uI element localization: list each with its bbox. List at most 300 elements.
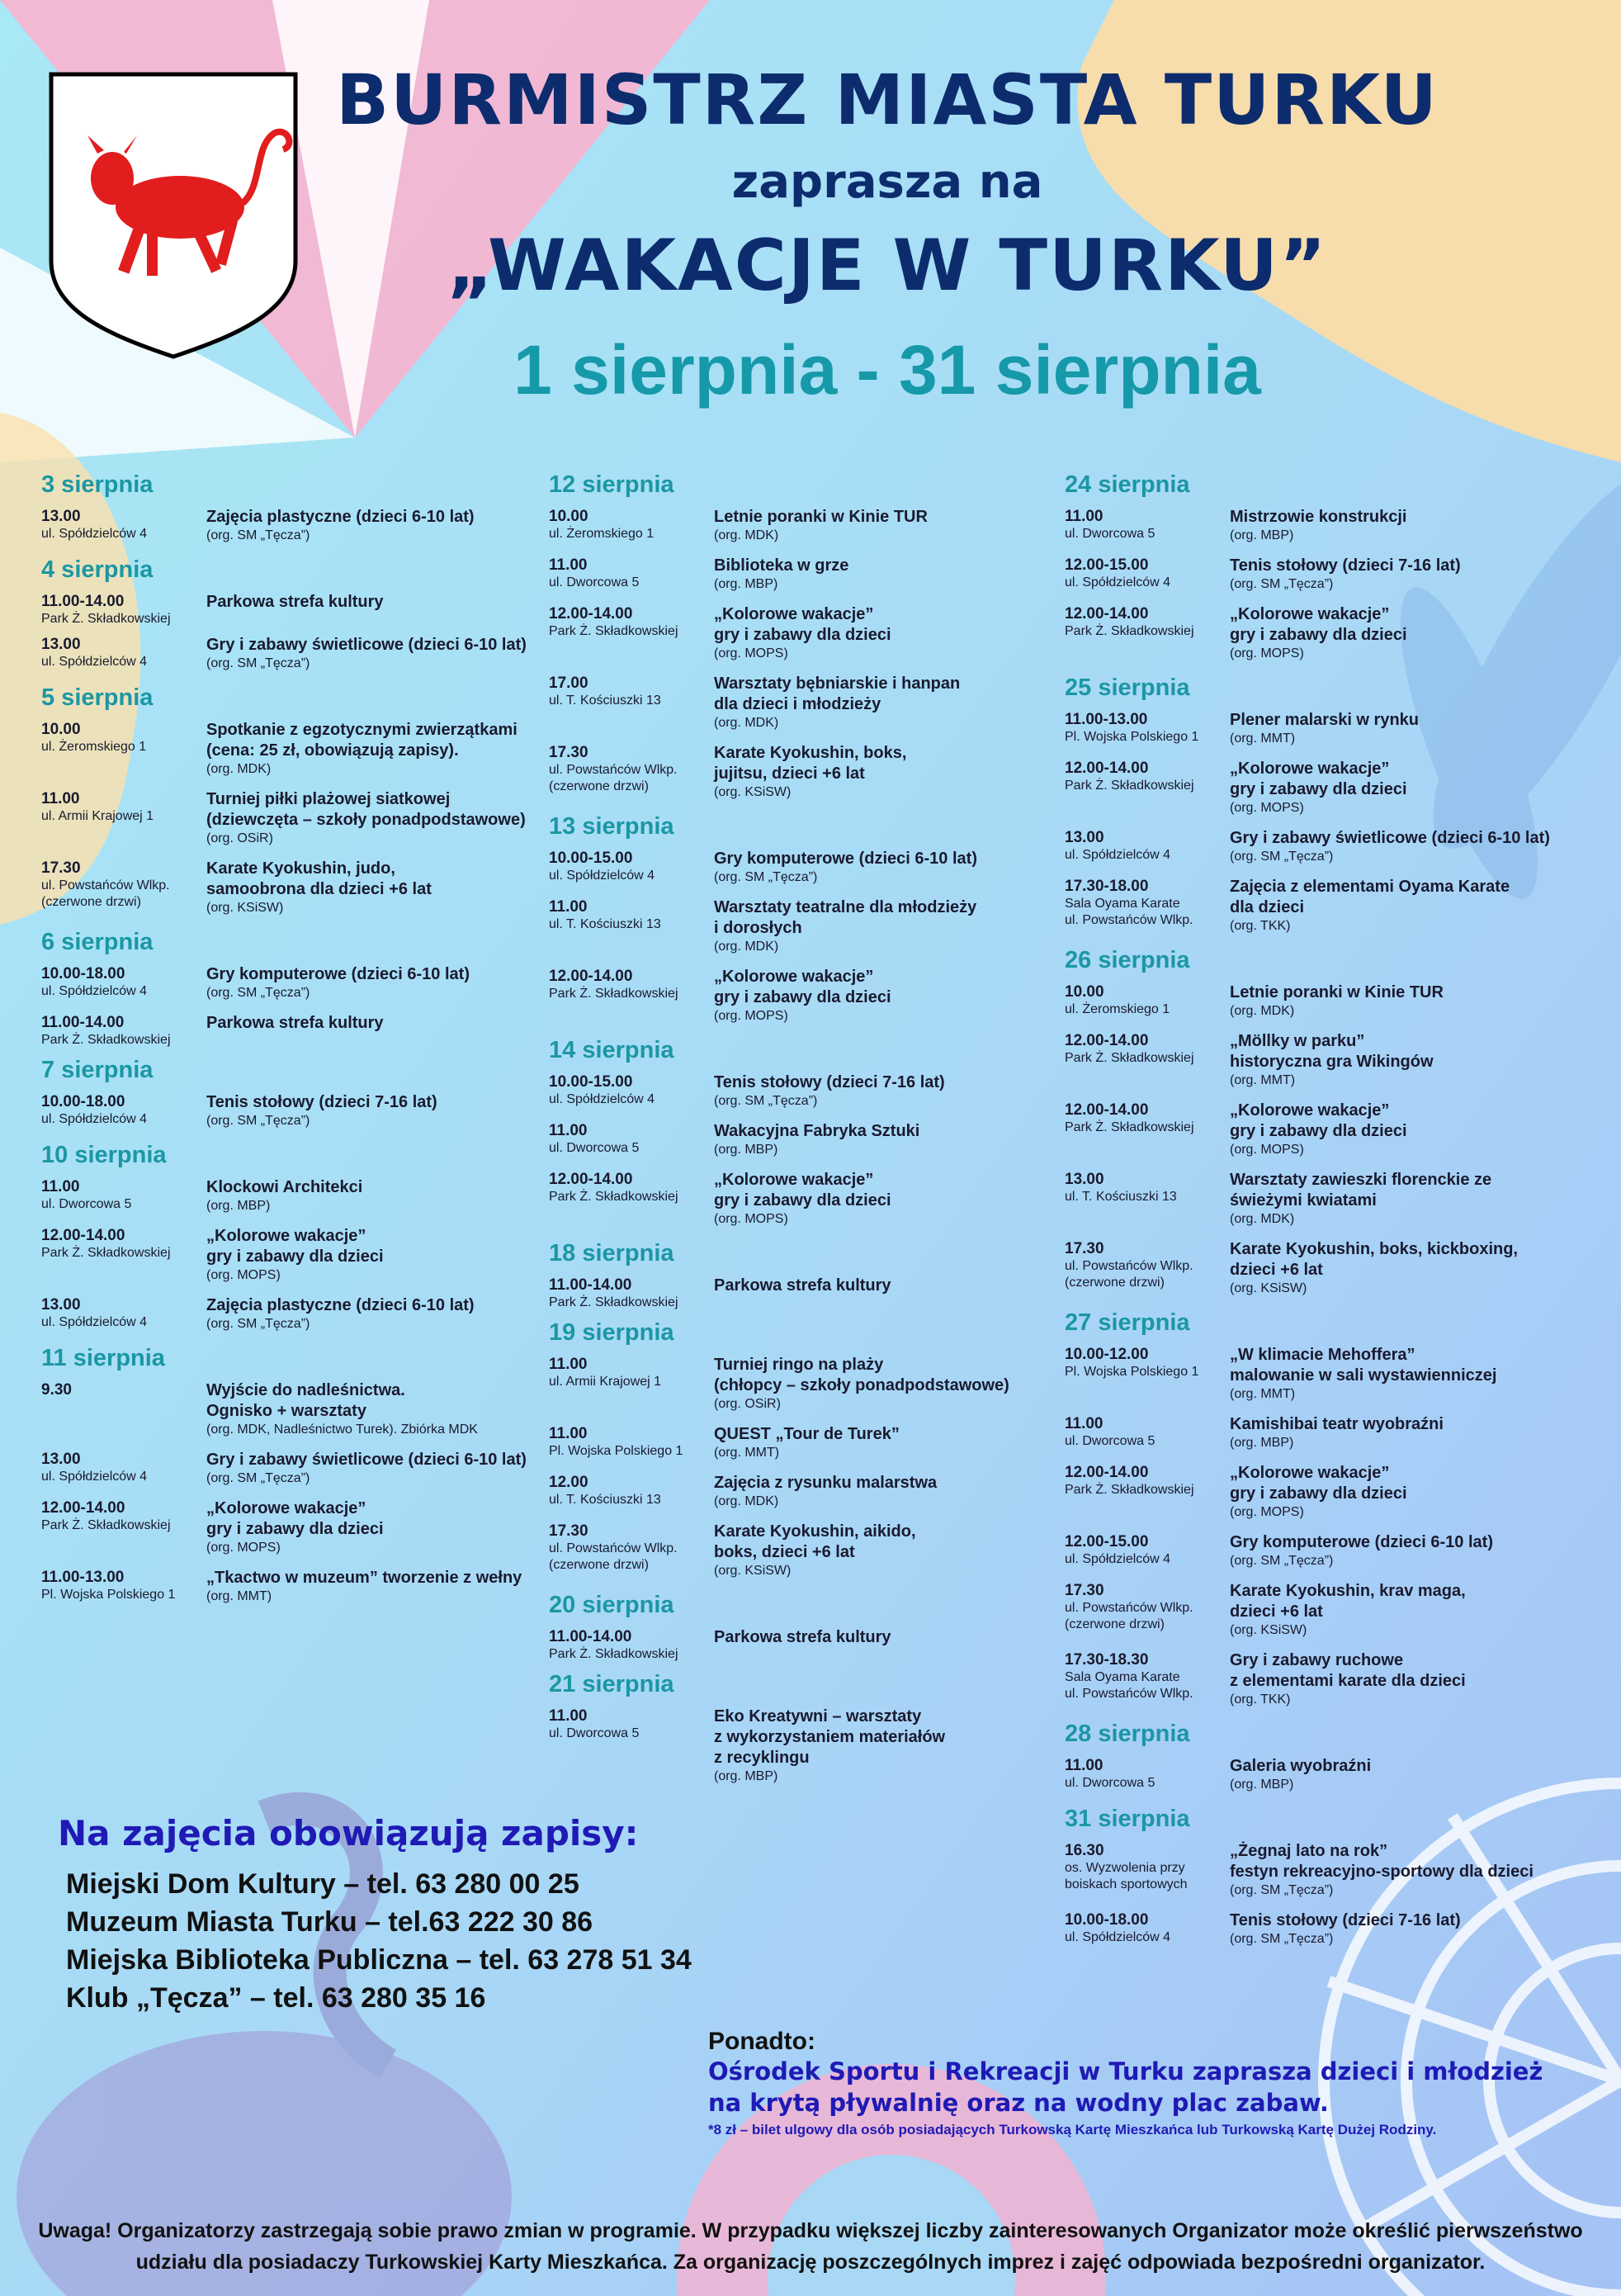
event-item [1065, 1031, 1593, 1089]
event-organizer: (org. MBP) [714, 577, 778, 591]
day-date: 27 sierpnia [1065, 1309, 1190, 1336]
event-title: Warsztaty bębniarskie i hanpan dla dzieci i młodzieży [714, 675, 961, 713]
event-item [41, 592, 528, 626]
event-details [714, 1473, 1052, 1510]
event-place: ul. Dworcowa 5 [1065, 1434, 1155, 1448]
schedule-column-3 [1065, 471, 1593, 1959]
event-place: ul. Spółdzielców 4 [1065, 1552, 1171, 1566]
event-time: 11.00 [549, 1356, 588, 1373]
event-item [549, 674, 1052, 731]
event-time: 12.00-14.00 [1065, 1464, 1149, 1481]
event-when [1065, 759, 1230, 794]
event-item [1065, 1581, 1593, 1639]
event-title: Gry i zabawy świetlicowe (dzieci 6-10 lat) [206, 636, 527, 654]
event-organizer: (org. TKK) [1230, 1692, 1291, 1707]
event-details [714, 849, 1052, 886]
event-title: Zajęcia z elementami Oyama Karate dla dzieci [1230, 878, 1510, 916]
event-organizer: (org. SM „Tęcza”) [206, 1471, 310, 1485]
event-place: Park Ż. Składkowskiej [549, 1647, 678, 1661]
event-title: Letnie poranki w Kinie TUR [1230, 983, 1444, 1001]
registration-contact: Miejski Dom Kultury – tel. 63 280 00 25 [66, 1868, 579, 1900]
event-place: ul. Powstańców Wlkp. (czerwone drzwi) [41, 878, 170, 909]
event-title: Gry komputerowe (dzieci 6-10 lat) [714, 850, 977, 868]
event-item [41, 635, 528, 672]
event-place: ul. Spółdzielców 4 [549, 1092, 655, 1106]
event-time: 12.00-14.00 [549, 968, 633, 985]
day-date: 26 sierpnia [1065, 947, 1190, 973]
additional-info [708, 2028, 1616, 2138]
event-details [714, 1170, 1052, 1228]
event-organizer: (org. MBP) [1230, 1778, 1294, 1792]
event-when [41, 635, 206, 670]
event-place: ul. Spółdzielców 4 [1065, 1930, 1171, 1944]
event-when [1065, 1910, 1230, 1946]
event-when [1065, 604, 1230, 640]
event-details [714, 674, 1052, 731]
event-details [714, 1522, 1052, 1579]
event-when [549, 1424, 714, 1460]
mayor-heading: BURMISTRZ MIASTA TURKU [336, 59, 1439, 140]
event-place: Sala Oyama Karate ul. Powstańców Wlkp. [1065, 897, 1193, 927]
event-organizer: (org. MOPS) [206, 1268, 281, 1282]
event-details [714, 507, 1052, 544]
event-title: Plener malarski w rynku [1230, 711, 1420, 729]
event-item [1065, 1756, 1593, 1793]
event-time: 10.00-12.00 [1065, 1346, 1149, 1363]
event-details [206, 789, 528, 847]
event-details [206, 592, 528, 613]
day-date: 31 sierpnia [1065, 1806, 1190, 1832]
event-when [1065, 828, 1230, 864]
day-block [41, 556, 528, 672]
event-item [41, 1295, 528, 1333]
event-organizer: (org. MBP) [714, 1143, 778, 1157]
event-details [714, 1072, 1052, 1110]
event-title: Gry komputerowe (dzieci 6-10 lat) [1230, 1533, 1493, 1551]
event-when [41, 1295, 206, 1331]
event-details [206, 1450, 528, 1487]
event-title: „Kolorowe wakacje” gry i zabawy dla dzieci [206, 1227, 384, 1266]
event-place: Park Ż. Składkowskiej [1065, 1051, 1194, 1065]
event-time: 12.00-14.00 [549, 605, 633, 623]
event-organizer: (org. SM „Tęcza”) [206, 1114, 310, 1128]
registration-contact: Miejska Biblioteka Publiczna – tel. 63 278 51 34 [66, 1944, 692, 1976]
event-organizer: (org. MDK) [206, 762, 272, 776]
event-title: Turniej piłki plażowej siatkowej (dziewczęta – szkoły ponadpodstawowe) [206, 790, 526, 829]
event-details [206, 1177, 528, 1214]
event-time: 12.00-14.00 [1065, 1032, 1149, 1049]
event-organizer: (org. SM „Tęcza”) [206, 656, 310, 670]
event-title: Spotkanie z egzotycznymi zwierzątkami (cena: 25 zł, obowiązują zapisy). [206, 721, 517, 760]
event-details [206, 1226, 528, 1284]
event-title: Kamishibai teatr wyobraźni [1230, 1415, 1444, 1433]
event-time: 17.00 [549, 675, 588, 692]
event-title: Gry komputerowe (dzieci 6-10 lat) [206, 965, 470, 983]
event-title: Tenis stołowy (dzieci 7-16 lat) [1230, 556, 1461, 575]
event-organizer: (org. MOPS) [714, 1009, 788, 1023]
event-place: Sala Oyama Karate ul. Powstańców Wlkp. [1065, 1670, 1193, 1701]
event-place: Park Ż. Składkowskiej [549, 987, 678, 1001]
day-date: 19 sierpnia [549, 1319, 674, 1346]
event-item [41, 789, 528, 847]
event-place: ul. Dworcowa 5 [1065, 527, 1155, 541]
invite-subheading: zaprasza na [731, 155, 1043, 209]
event-time: 13.00 [41, 636, 81, 653]
event-organizer: (org. KSiSW) [1230, 1623, 1307, 1637]
event-place: Park Ż. Składkowskiej [41, 612, 171, 626]
event-when [549, 604, 714, 640]
event-when [1065, 877, 1230, 929]
event-place: ul. Armii Krajowej 1 [549, 1375, 662, 1389]
event-item [1065, 1345, 1593, 1403]
event-item [1065, 1910, 1593, 1948]
event-item [1065, 604, 1593, 662]
day-block [41, 928, 528, 1047]
event-organizer: (org. KSiSW) [1230, 1281, 1307, 1295]
day-block [1065, 471, 1593, 662]
event-place: ul. Żeromskiego 1 [41, 740, 147, 754]
event-details [1230, 1345, 1593, 1403]
event-place: Park Ż. Składkowskiej [549, 624, 678, 638]
event-title: QUEST „Tour de Turek” [714, 1425, 900, 1443]
event-details [206, 1498, 528, 1556]
event-details [714, 556, 1052, 593]
event-item [41, 1013, 528, 1047]
event-details [206, 859, 528, 916]
event-item [1065, 1650, 1593, 1708]
day-date: 18 sierpnia [549, 1240, 674, 1266]
event-item [1065, 710, 1593, 747]
day-date: 6 sierpnia [41, 929, 154, 955]
event-place: Park Ż. Składkowskiej [549, 1190, 678, 1204]
event-title: „Kolorowe wakacje” gry i zabawy dla dzieci [1230, 760, 1407, 798]
event-time: 11.00 [1065, 1415, 1104, 1432]
event-place: Park Ż. Składkowskiej [1065, 779, 1194, 793]
day-block [41, 1141, 528, 1333]
day-block [549, 1670, 1052, 1785]
event-item [549, 743, 1052, 801]
event-details [1230, 1031, 1593, 1089]
event-title: Wakacyjna Fabryka Sztuki [714, 1122, 920, 1140]
event-place: ul. Spółdzielców 4 [1065, 848, 1171, 862]
event-time: 11.00 [41, 790, 80, 807]
event-time: 13.00 [1065, 1171, 1104, 1188]
event-place: Park Ż. Składkowskiej [1065, 624, 1194, 638]
day-block [549, 812, 1052, 1025]
additional-title: Ponadto: [708, 2028, 815, 2055]
event-time: 17.30-18.00 [1065, 878, 1149, 895]
event-when [41, 964, 206, 1000]
event-item [41, 1498, 528, 1556]
registration-title: Na zajęcia obowiązują zapisy: [58, 1813, 639, 1853]
event-when [41, 1568, 206, 1603]
day-block [1065, 1805, 1593, 1948]
event-place: ul. Dworcowa 5 [1065, 1776, 1155, 1790]
event-time: 10.00-18.00 [41, 1093, 125, 1110]
event-title: „Tkactwo w muzeum” tworzenie z wełny [206, 1569, 522, 1587]
event-organizer: (org. KSiSW) [714, 785, 792, 799]
event-when [41, 1380, 206, 1399]
event-when [41, 789, 206, 825]
day-date: 20 sierpnia [549, 1592, 674, 1618]
ticket-note: *8 zł – bilet ulgowy dla osób posiadających Turkowską Kartę Mieszkańca lub Turkowską Kartę Dużej Rodziny. [708, 2122, 1437, 2137]
event-title: „Kolorowe wakacje” gry i zabawy dla dzieci [1230, 1464, 1407, 1503]
event-details [206, 1380, 528, 1438]
event-title: Tenis stołowy (dzieci 7-16 lat) [714, 1073, 945, 1091]
event-organizer: (org. MBP) [206, 1199, 271, 1213]
event-title: Karate Kyokushin, krav maga, dzieci +6 lat [1230, 1582, 1466, 1621]
event-title: Karate Kyokushin, judo, samoobrona dla dzieci +6 lat [206, 859, 432, 898]
event-organizer: (org. MOPS) [714, 1212, 788, 1226]
day-block [1065, 674, 1593, 935]
event-title: „WAKACJE W TURKU” [447, 225, 1328, 307]
event-item [41, 1177, 528, 1214]
event-title: Zajęcia z rysunku malarstwa [714, 1474, 938, 1492]
event-item [41, 1450, 528, 1487]
event-time: 11.00-14.00 [41, 1014, 125, 1031]
event-place: ul. Armii Krajowej 1 [41, 809, 154, 823]
event-organizer: (org. MDK) [714, 716, 779, 730]
event-when [1065, 982, 1230, 1018]
event-time: 11.00 [549, 556, 588, 574]
event-title: Karate Kyokushin, aikido, boks, dzieci +6 lat [714, 1522, 916, 1561]
event-item [1065, 759, 1593, 817]
event-when [549, 1170, 714, 1205]
day-block [549, 471, 1052, 801]
event-details [1230, 1463, 1593, 1521]
event-organizer: (org. MBP) [1230, 528, 1294, 542]
event-organizer: (org. MBP) [714, 1769, 778, 1783]
event-organizer: (org. TKK) [1230, 919, 1291, 933]
event-time: 12.00-14.00 [1065, 760, 1149, 777]
event-time: 9.30 [41, 1381, 72, 1399]
event-place: ul. Spółdzielców 4 [41, 1470, 148, 1484]
event-time: 17.30 [549, 1522, 588, 1540]
event-place: ul. Dworcowa 5 [41, 1197, 132, 1211]
event-item [549, 1522, 1052, 1579]
event-item [549, 1355, 1052, 1413]
event-time: 10.00 [549, 508, 588, 525]
event-title: Parkowa strefa kultury [206, 593, 384, 611]
event-organizer: (org. SM „Tęcza”) [1230, 1554, 1334, 1568]
day-date: 13 sierpnia [549, 813, 674, 840]
event-title: „Kolorowe wakacje” gry i zabawy dla dzieci [206, 1499, 384, 1538]
event-details [714, 1627, 1052, 1648]
day-block [41, 1344, 528, 1605]
event-time: 17.30 [41, 859, 81, 877]
event-place: ul. Powstańców Wlkp. (czerwone drzwi) [1065, 1259, 1193, 1290]
event-when [1065, 1101, 1230, 1136]
event-title: „Żegnaj lato na rok” festyn rekreacyjno-sportowy dla dzieci [1230, 1842, 1534, 1881]
day-block [1065, 946, 1593, 1297]
event-title: Klockowi Architekci [206, 1178, 363, 1196]
event-time: 12.00-15.00 [1065, 1533, 1149, 1550]
event-organizer: (org. MMT) [714, 1446, 780, 1460]
event-details [206, 1092, 528, 1129]
event-details [206, 720, 528, 778]
event-details [714, 604, 1052, 662]
event-place: ul. Dworcowa 5 [549, 1726, 640, 1740]
event-time: 11.00 [41, 1178, 80, 1195]
event-item [1065, 1841, 1593, 1899]
event-when [41, 1177, 206, 1213]
event-when [1065, 1170, 1230, 1205]
event-item [549, 604, 1052, 662]
event-place: ul. Spółdzielców 4 [41, 984, 148, 998]
event-when [1065, 1239, 1230, 1291]
event-title: Karate Kyokushin, boks, jujitsu, dzieci +6 lat [714, 744, 907, 783]
day-date: 10 sierpnia [41, 1142, 167, 1168]
event-item [1065, 1463, 1593, 1521]
event-item [41, 1226, 528, 1284]
event-details [206, 507, 528, 544]
event-title: Parkowa strefa kultury [206, 1014, 384, 1032]
event-when [1065, 1532, 1230, 1568]
event-when [549, 743, 714, 795]
event-details [1230, 828, 1593, 865]
event-organizer: (org. MMT) [1230, 1073, 1296, 1087]
day-date: 21 sierpnia [549, 1671, 674, 1697]
event-title: „Kolorowe wakacje” gry i zabawy dla dzieci [714, 1171, 891, 1210]
event-title: Letnie poranki w Kinie TUR [714, 508, 928, 526]
event-organizer: (org. SM „Tęcza”) [206, 986, 310, 1000]
event-organizer: (org. SM „Tęcza”) [714, 1094, 818, 1108]
event-details [1230, 710, 1593, 747]
event-item [1065, 556, 1593, 593]
event-time: 11.00 [549, 1707, 588, 1725]
event-title: Turniej ringo na plaży (chłopcy – szkoły ponadpodstawowe) [714, 1356, 1009, 1394]
day-date: 5 sierpnia [41, 684, 154, 711]
event-organizer: (org. OSiR) [714, 1397, 781, 1411]
event-time: 13.00 [41, 1451, 81, 1468]
day-block [549, 1036, 1052, 1228]
event-organizer: (org. MMT) [1230, 1387, 1296, 1401]
event-when [549, 507, 714, 542]
event-title: Galeria wyobraźni [1230, 1757, 1372, 1775]
event-details [714, 897, 1052, 955]
event-organizer: (org. KSiSW) [206, 901, 284, 915]
event-place: ul. Spółdzielców 4 [41, 527, 148, 541]
event-details [714, 1355, 1052, 1413]
event-organizer: (org. MDK) [1230, 1004, 1295, 1018]
event-when [41, 1013, 206, 1049]
event-item [41, 964, 528, 1001]
event-organizer: (org. KSiSW) [714, 1564, 792, 1578]
event-place: ul. Spółdzielców 4 [41, 1112, 148, 1126]
event-item [1065, 1239, 1593, 1297]
event-when [1065, 1650, 1230, 1702]
event-time: 17.30-18.30 [1065, 1651, 1149, 1669]
event-when [41, 1498, 206, 1534]
event-title: „Kolorowe wakacje” gry i zabawy dla dzieci [1230, 1101, 1407, 1140]
event-item [1065, 1170, 1593, 1228]
event-place: ul. Dworcowa 5 [549, 575, 640, 589]
event-when [41, 1450, 206, 1485]
event-details [1230, 1414, 1593, 1451]
event-item [1065, 877, 1593, 935]
event-item [41, 1092, 528, 1129]
registration-info [58, 1813, 692, 2017]
day-date: 12 sierpnia [549, 471, 674, 498]
event-when [1065, 1345, 1230, 1380]
event-details [1230, 1532, 1593, 1569]
event-time: 17.30 [549, 744, 588, 761]
event-place: ul. Powstańców Wlkp. (czerwone drzwi) [1065, 1601, 1193, 1631]
event-time: 11.00 [549, 1425, 588, 1442]
event-when [41, 859, 206, 911]
event-item [549, 1627, 1052, 1659]
day-block [41, 684, 528, 916]
event-when [1065, 556, 1230, 591]
event-item [1065, 828, 1593, 865]
event-when [1065, 1463, 1230, 1498]
town-crest-emblem [48, 71, 300, 360]
event-time: 11.00 [1065, 508, 1104, 525]
event-item [1065, 1532, 1593, 1569]
event-time: 11.00 [1065, 1757, 1104, 1774]
event-title: Tenis stołowy (dzieci 7-16 lat) [206, 1093, 437, 1111]
event-details [714, 1276, 1052, 1296]
event-place: ul. Spółdzielców 4 [549, 869, 655, 883]
schedule-column-1 [41, 471, 528, 1617]
event-organizer: (org. MOPS) [1230, 646, 1304, 660]
event-title: Mistrzowie konstrukcji [1230, 508, 1407, 526]
event-place: ul. Spółdzielców 4 [1065, 575, 1171, 589]
registration-contact: Muzeum Miasta Turku – tel.63 222 30 86 [66, 1906, 593, 1938]
event-when [549, 897, 714, 933]
event-time: 13.00 [1065, 829, 1104, 846]
event-place: Park Ż. Składkowskiej [549, 1295, 678, 1309]
event-time: 11.00-14.00 [549, 1628, 632, 1645]
event-organizer: (org. MDK) [1230, 1212, 1295, 1226]
event-item [549, 967, 1052, 1025]
event-title: „W klimacie Mehoffera” malowanie w sali wystawienniczej [1230, 1346, 1497, 1385]
event-organizer: (org. SM „Tęcza”) [714, 870, 818, 884]
event-details [1230, 507, 1593, 544]
event-item [1065, 1101, 1593, 1158]
event-item [41, 720, 528, 778]
event-details [714, 1707, 1052, 1785]
event-item [549, 1707, 1052, 1785]
event-place: ul. T. Kościuszki 13 [1065, 1190, 1177, 1204]
event-organizer: (org. MOPS) [1230, 1143, 1304, 1157]
pool-invitation: Ośrodek Sportu i Rekreacji w Turku zaprasza dzieci i młodzież na krytą pływalnię oraz na wodny plac zabaw. [708, 2057, 1543, 2117]
event-when [41, 720, 206, 755]
event-item [41, 859, 528, 916]
event-details [1230, 759, 1593, 817]
event-title: Karate Kyokushin, boks, kickboxing, dzieci +6 lat [1230, 1240, 1518, 1279]
event-when [549, 674, 714, 709]
event-item [41, 1568, 528, 1605]
event-item [549, 1424, 1052, 1461]
event-organizer: (org. MBP) [1230, 1436, 1294, 1450]
event-details [1230, 1910, 1593, 1948]
event-details [1230, 1101, 1593, 1158]
event-place: Park Ż. Składkowskiej [1065, 1483, 1194, 1497]
event-organizer: (org. MOPS) [1230, 801, 1304, 815]
event-item [549, 1276, 1052, 1307]
event-organizer: (org. SM „Tęcza”) [1230, 850, 1334, 864]
day-block [549, 1591, 1052, 1659]
event-item [1065, 982, 1593, 1020]
day-date: 28 sierpnia [1065, 1721, 1190, 1747]
event-organizer: (org. MDK) [714, 1494, 779, 1508]
event-place: ul. T. Kościuszki 13 [549, 917, 661, 931]
event-time: 12.00-14.00 [1065, 1101, 1149, 1119]
event-when [1065, 1414, 1230, 1450]
event-item [549, 849, 1052, 886]
event-time: 12.00-14.00 [1065, 605, 1149, 623]
